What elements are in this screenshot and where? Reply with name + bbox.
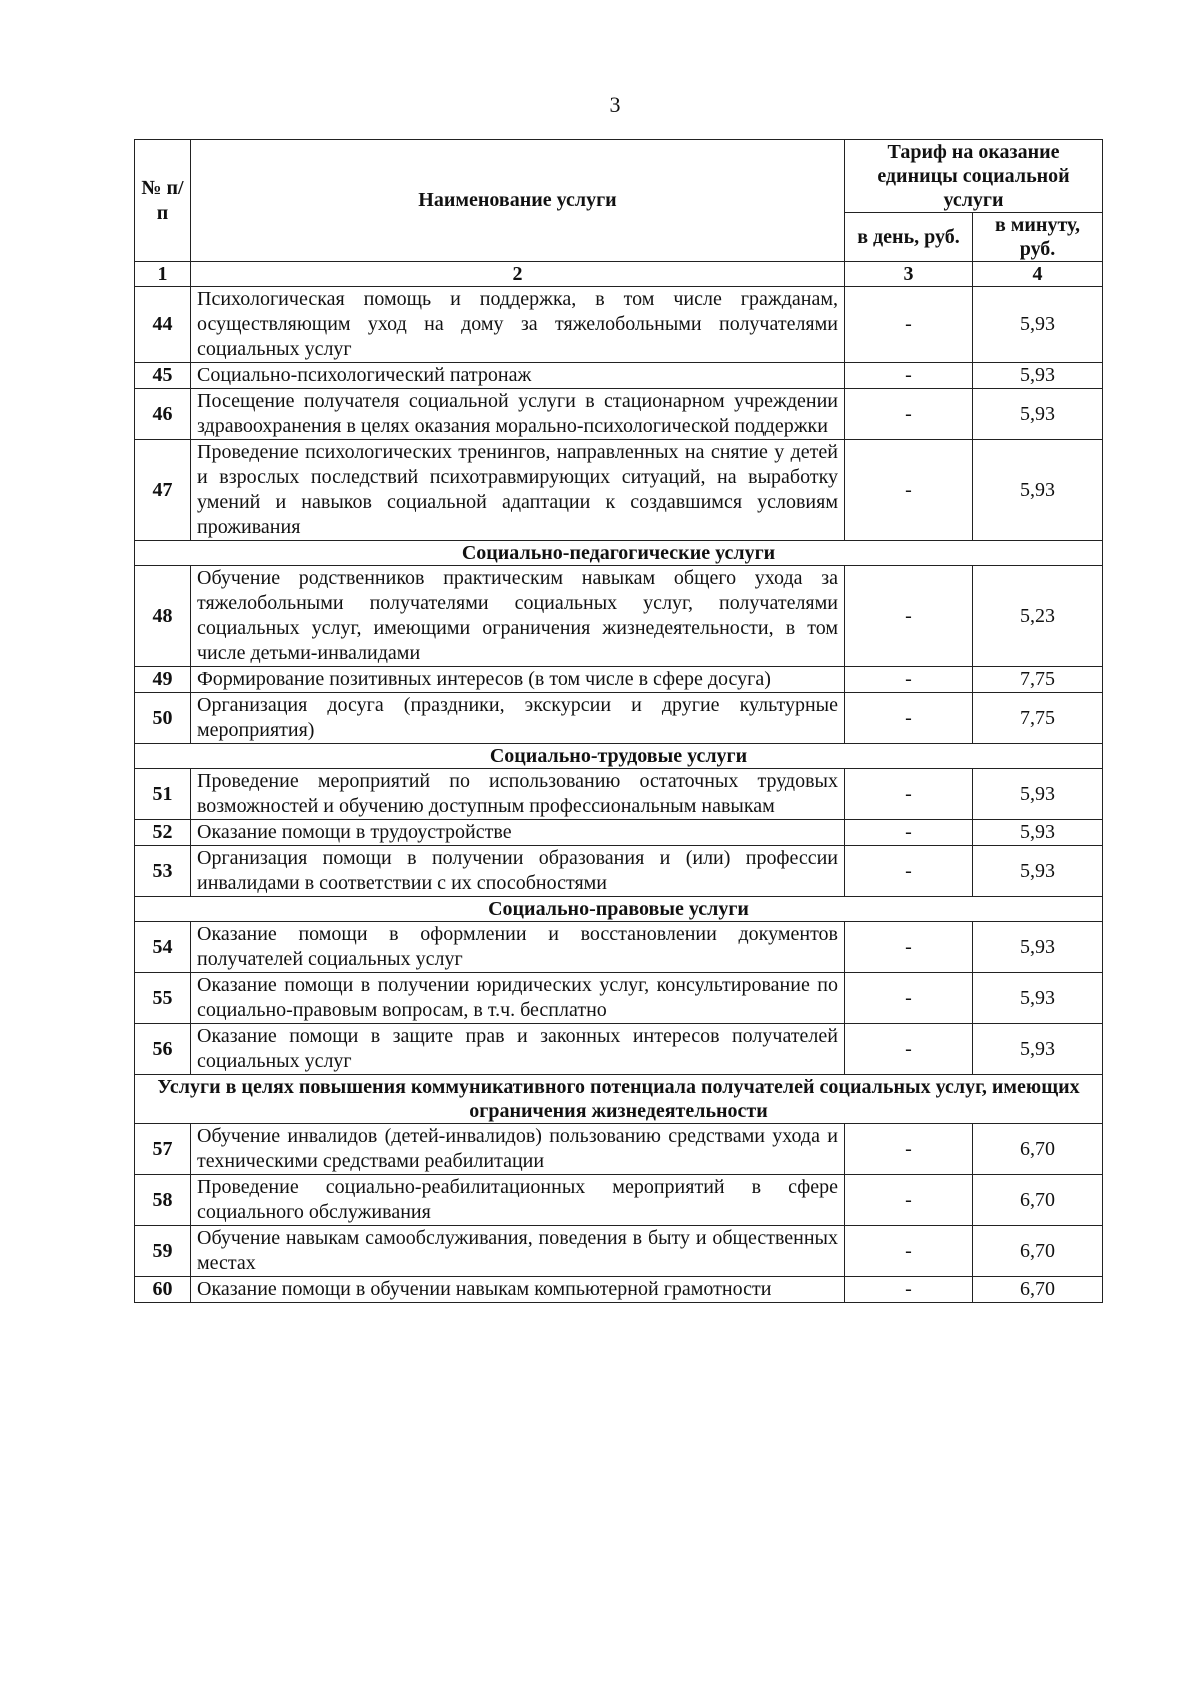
table-row [135,693,1103,744]
tariff-per-minute: 6,70 [973,1124,1103,1175]
row-number: 50 [135,693,191,744]
service-name: Оказание помощи в оформлении и восстановлении документов получателей социальных услуг [191,922,845,973]
tariff-per-day: - [845,820,973,846]
table-row [135,363,1103,389]
table-body [135,287,1103,1303]
tariff-per-minute: 5,93 [973,769,1103,820]
column-number: 4 [973,262,1103,287]
service-name: Обучение родственников практическим навыкам общего ухода за тяжелобольными получателями социальных услуг, получателями социальных услуг, имеющими ограничения жизнедеятельности, в том числе детьми-инвалидами [191,566,845,667]
header-num: № п/п [135,140,191,262]
row-number: 44 [135,287,191,363]
column-number: 1 [135,262,191,287]
table-row [135,1175,1103,1226]
header-per-minute: в минуту, руб. [973,213,1103,262]
service-name: Проведение социально-реабилитационных мероприятий в сфере социального обслуживания [191,1175,845,1226]
tariff-per-minute: 5,93 [973,846,1103,897]
table-row [135,973,1103,1024]
section-row [135,897,1103,922]
tariff-per-day: - [845,693,973,744]
table-row [135,667,1103,693]
row-number: 59 [135,1226,191,1277]
table-row [135,1277,1103,1303]
column-number: 3 [845,262,973,287]
section-title: Социально-педагогические услуги [135,541,1103,566]
section-title: Социально-правовые услуги [135,897,1103,922]
row-number: 51 [135,769,191,820]
service-name: Организация помощи в получении образования и (или) профессии инвалидами в соответствии с их способностями [191,846,845,897]
service-name: Оказание помощи в трудоустройстве [191,820,845,846]
tariff-per-day: - [845,1024,973,1075]
table-row [135,287,1103,363]
tariff-per-day: - [845,566,973,667]
service-name: Посещение получателя социальной услуги в стационарном учреждении здравоохранения в целях оказания морально-психологической поддержки [191,389,845,440]
tariff-per-minute: 5,93 [973,287,1103,363]
tariff-per-day: - [845,389,973,440]
table-row [135,1024,1103,1075]
table-row [135,846,1103,897]
row-number: 52 [135,820,191,846]
tariff-per-minute: 5,93 [973,389,1103,440]
tariff-per-minute: 7,75 [973,667,1103,693]
tariff-per-minute: 5,23 [973,566,1103,667]
table-row [135,769,1103,820]
tariff-per-day: - [845,846,973,897]
table-row [135,820,1103,846]
service-name: Оказание помощи в получении юридических услуг, консультирование по социально-правовым вопросам, в т.ч. бесплатно [191,973,845,1024]
tariff-per-minute: 6,70 [973,1175,1103,1226]
tariff-table [134,139,1103,1303]
tariff-per-minute: 5,93 [973,363,1103,389]
table-row [135,389,1103,440]
tariff-per-day: - [845,922,973,973]
tariff-per-day: - [845,1226,973,1277]
row-number: 56 [135,1024,191,1075]
tariff-per-minute: 5,93 [973,1024,1103,1075]
service-name: Оказание помощи в защите прав и законных интересов получателей социальных услуг [191,1024,845,1075]
tariff-per-minute: 6,70 [973,1277,1103,1303]
section-title: Социально-трудовые услуги [135,744,1103,769]
tariff-per-day: - [845,363,973,389]
service-name: Проведение мероприятий по использованию остаточных трудовых возможностей и обучению доступным профессиональным навыкам [191,769,845,820]
section-row [135,541,1103,566]
tariff-per-minute: 5,93 [973,820,1103,846]
table-row [135,1226,1103,1277]
table-row [135,440,1103,541]
row-number: 55 [135,973,191,1024]
service-name: Организация досуга (праздники, экскурсии и другие культурные мероприятия) [191,693,845,744]
row-number: 57 [135,1124,191,1175]
service-name: Психологическая помощь и поддержка, в том числе гражданам, осуществляющим уход на дому за тяжелобольными получателями социальных услуг [191,287,845,363]
table-row [135,1124,1103,1175]
row-number: 49 [135,667,191,693]
service-name: Формирование позитивных интересов (в том числе в сфере досуга) [191,667,845,693]
header-tariff: Тариф на оказание единицы социальной услуги [845,140,1103,213]
tariff-per-day: - [845,769,973,820]
service-name: Социально-психологический патронаж [191,363,845,389]
tariff-per-day: - [845,440,973,541]
tariff-per-day: - [845,1175,973,1226]
header-per-day: в день, руб. [845,213,973,262]
section-row [135,1075,1103,1124]
column-number: 2 [191,262,845,287]
row-number: 47 [135,440,191,541]
row-number: 60 [135,1277,191,1303]
tariff-per-day: - [845,973,973,1024]
row-number: 48 [135,566,191,667]
header-name: Наименование услуги [191,140,845,262]
tariff-per-minute: 7,75 [973,693,1103,744]
tariff-per-minute: 5,93 [973,973,1103,1024]
row-number: 46 [135,389,191,440]
tariff-per-day: - [845,1124,973,1175]
tariff-per-day: - [845,287,973,363]
tariff-per-minute: 6,70 [973,1226,1103,1277]
page-number: 3 [609,92,621,117]
row-number: 45 [135,363,191,389]
service-name: Оказание помощи в обучении навыкам компьютерной грамотности [191,1277,845,1303]
tariff-per-day: - [845,1277,973,1303]
row-number: 58 [135,1175,191,1226]
row-number: 54 [135,922,191,973]
tariff-per-minute: 5,93 [973,922,1103,973]
service-name: Обучение навыкам самообслуживания, поведения в быту и общественных местах [191,1226,845,1277]
section-row [135,744,1103,769]
column-number-row [135,262,1103,287]
service-name: Обучение инвалидов (детей-инвалидов) пользованию средствами ухода и техническими средствами реабилитации [191,1124,845,1175]
row-number: 53 [135,846,191,897]
tariff-per-day: - [845,667,973,693]
service-name: Проведение психологических тренингов, направленных на снятие у детей и взрослых последствий психотравмирующих ситуаций, на выработку умений и навыков социальной адаптации к создавшимся условиям проживания [191,440,845,541]
tariff-per-minute: 5,93 [973,440,1103,541]
section-title: Услуги в целях повышения коммуникативного потенциала получателей социальных услуг, имеющих ограничения жизнедеятельности [135,1075,1103,1124]
table-row [135,566,1103,667]
table-row [135,922,1103,973]
